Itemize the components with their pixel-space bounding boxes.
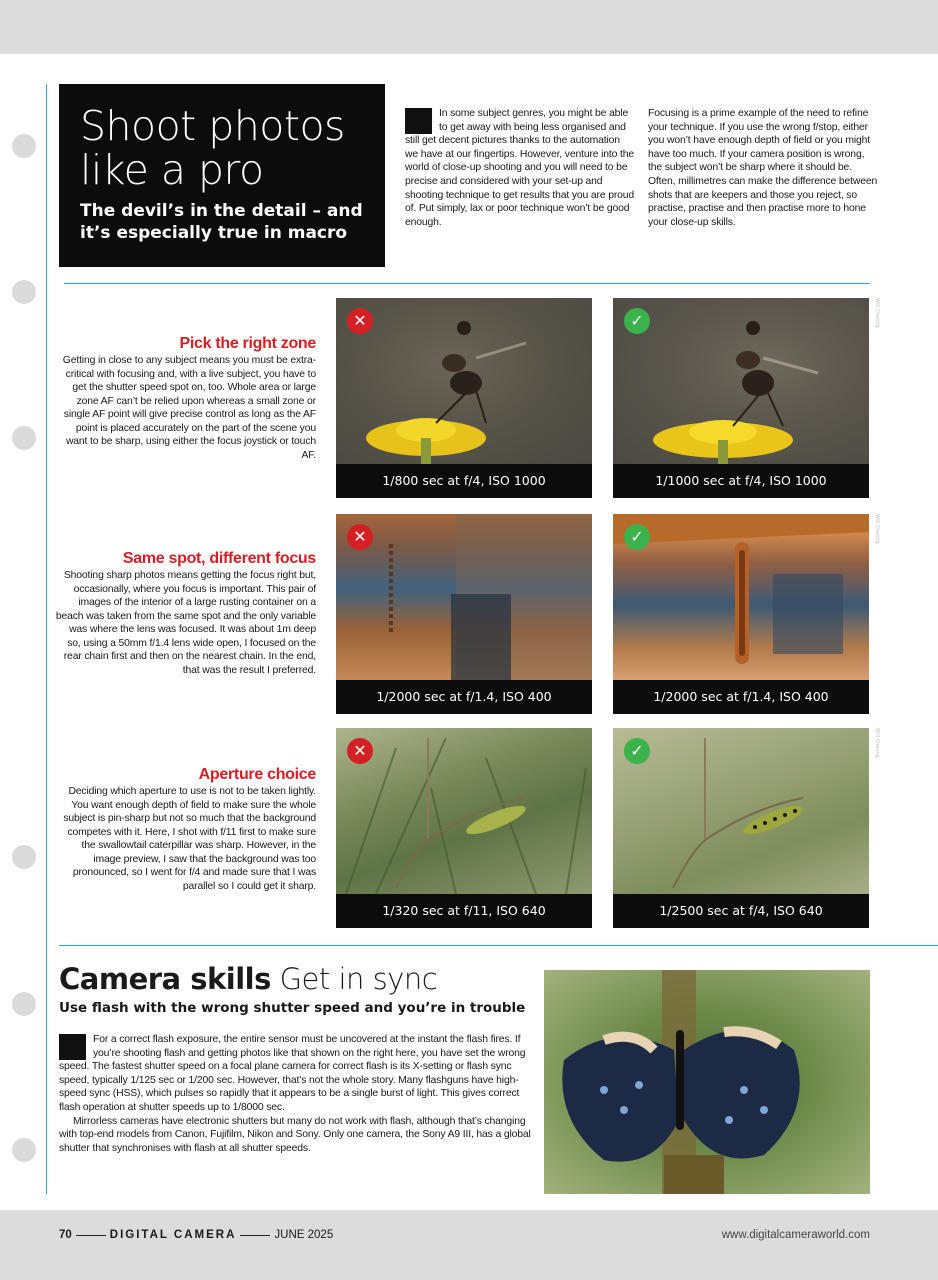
binder-hole	[12, 134, 36, 158]
photo-caption: 1/320 sec at f/11, ISO 640	[336, 894, 592, 928]
tip-heading: Same spot, different focus	[122, 550, 316, 567]
photo-caterpillar-right	[613, 728, 869, 928]
page-number: 70	[59, 1229, 72, 1241]
drop-cap-block	[405, 108, 432, 134]
photo-caption: 1/2000 sec at f/1.4, ISO 400	[336, 680, 592, 714]
folio-dash	[240, 1235, 270, 1236]
tip-heading: Pick the right zone	[179, 335, 316, 352]
photo-caption: 1/2000 sec at f/1.4, ISO 400	[613, 680, 869, 714]
camera-skills-title-bold: Camera skills	[59, 962, 271, 996]
tip-body: Deciding which aperture to use is not to be taken lightly. You want enough depth of field to make sure the whole subject is pin-sharp but not so much that the background competes with it. Here, I shot with f/11 first to make sure the swallowtail caterpillar was sharp. However, in the image preview, I saw that the background was too pronounced, so I went for f/4 and made sure that I was parallel so I could get it sharp.	[63, 786, 316, 892]
photo-credit: Will Cheung	[874, 728, 880, 758]
photo-image	[336, 514, 592, 680]
folio-dash	[76, 1235, 106, 1236]
photo-credit: Will Cheung	[874, 514, 880, 544]
tip-body: Shooting sharp photos means getting the focus right but, occasionally, where you focus is important. This pair of images of the interior of a large rusting container on a beach was taken from the same spot and the only variable was where the lens was focused. It was about 1m deep so, using a 50mm f/1.4 lens wide open, I focused on the rear chain first and then on the nearest chain. In the end, that was the result I preferred.	[55, 570, 316, 676]
intro-column-1	[405, 107, 635, 229]
binder-hole	[12, 280, 36, 304]
photo-credit: Will Cheung	[874, 298, 880, 328]
photo-caterpillar-wrong	[336, 728, 592, 928]
article-subtitle: The devil’s in the detail – and it’s especially true in macro	[80, 201, 363, 243]
drop-cap-block	[59, 1034, 86, 1060]
tip-heading: Aperture choice	[198, 766, 316, 783]
tip-body: Getting in close to any subject means you must be extra-critical with focusing and, with a live subject, you have to get the shutter speed spot on, too. Whole area or large zone AF can’t be relied upon whereas a small zone or single AF point will give precise control as long as the AF point is placed accurately on the part of the scene you want to be sharp, using either the focus joystick or touch AF.	[62, 355, 316, 461]
camera-skills-para-1: For a correct flash exposure, the entire sensor must be uncovered at the instant the flash fires. If you’re shooting flash and getting photos like that shown on the right here, you have set the wrong speed. The fastest shutter speed on a focal plane camera for correct flash is its X-setting or flash sync speed, typically 1/125 sec or 1/200 sec. However, that’s not the whole story. Many flashguns have high-speed sync (HSS), which pulses so rapidly that it appears to be a single burst of light. This gives correct flash operation at shutter speeds up to 1/8000 sec.	[59, 1034, 526, 1113]
folio	[59, 1227, 333, 1243]
photo-caption: 1/1000 sec at f/4, ISO 1000	[613, 464, 869, 498]
magazine-name: DIGITAL CAMERA	[109, 1229, 237, 1241]
photo-butterfly	[544, 970, 870, 1194]
section-divider	[64, 283, 870, 284]
wrong-icon: ✕	[347, 738, 373, 764]
photo-caption: 1/800 sec at f/4, ISO 1000	[336, 464, 592, 498]
correct-icon: ✓	[624, 524, 650, 550]
article-title: Shoot photos like a pro	[80, 102, 345, 194]
intro-text-2: Focusing is a prime example of the need to refine your technique. If you use the wrong f/stop, either you won’t have enough depth of field or you might have too much. If your camera position is wrong, the subject won’t be sharp where it should be. Often, millimetres can make the difference between shots that are keepers and those you reject, so practise, practise and then practise more to hone your close-up skills.	[648, 108, 878, 228]
margin-rule	[46, 84, 47, 1194]
photo-image	[336, 728, 592, 894]
correct-icon: ✓	[624, 738, 650, 764]
camera-skills-para-2: Mirrorless cameras have electronic shutters but many do not work with flash, although that’s changing with top-end models from Canon, Fujifilm, Nikon and Sony. Only one camera, the Sony A9 III, has a global shutter that synchronises with flash at all shutter speeds.	[59, 1115, 531, 1154]
photo-image	[613, 514, 869, 680]
binder-hole	[12, 426, 36, 450]
tip-pick-zone	[54, 334, 316, 462]
wrong-icon: ✕	[347, 524, 373, 550]
tip-aperture	[54, 765, 316, 893]
bottom-margin-bar	[0, 1210, 938, 1280]
photo-image	[544, 970, 870, 1194]
issue-date: JUNE 2025	[274, 1229, 334, 1241]
photo-caption: 1/2500 sec at f/4, ISO 640	[613, 894, 869, 928]
wrong-icon: ✕	[347, 308, 373, 334]
binder-hole	[12, 1138, 36, 1162]
camera-skills-title-light: Get in sync	[279, 962, 438, 996]
photo-insect-right	[613, 298, 869, 498]
photo-chain-right	[613, 514, 869, 714]
photo-image	[336, 298, 592, 464]
website-url: www.digitalcameraworld.com	[721, 1229, 870, 1241]
camera-skills-title	[59, 962, 437, 996]
camera-skills-body	[59, 1033, 531, 1155]
top-margin-bar	[0, 0, 938, 54]
photo-chain-wrong	[336, 514, 592, 714]
camera-skills-subtitle: Use flash with the wrong shutter speed and you’re in trouble	[59, 1000, 526, 1016]
intro-text-1: In some subject genres, you might be able to get away with being less organised and still get decent pictures thanks to the automation we have at our fingertips. However, venture into the world of close-up shooting and you will need to be precise and considered with your set-up and shooting technique to get results that you are proud of. Put simply, lax or poor technique won’t be good enough.	[405, 108, 635, 228]
article-title-box	[59, 84, 385, 267]
binder-hole	[12, 992, 36, 1016]
tip-same-spot	[54, 549, 316, 677]
correct-icon: ✓	[624, 308, 650, 334]
photo-insect-wrong	[336, 298, 592, 498]
binder-hole	[12, 845, 36, 869]
photo-image	[613, 728, 869, 894]
photo-image	[613, 298, 869, 464]
section-divider	[59, 945, 938, 946]
intro-column-2	[648, 107, 878, 229]
